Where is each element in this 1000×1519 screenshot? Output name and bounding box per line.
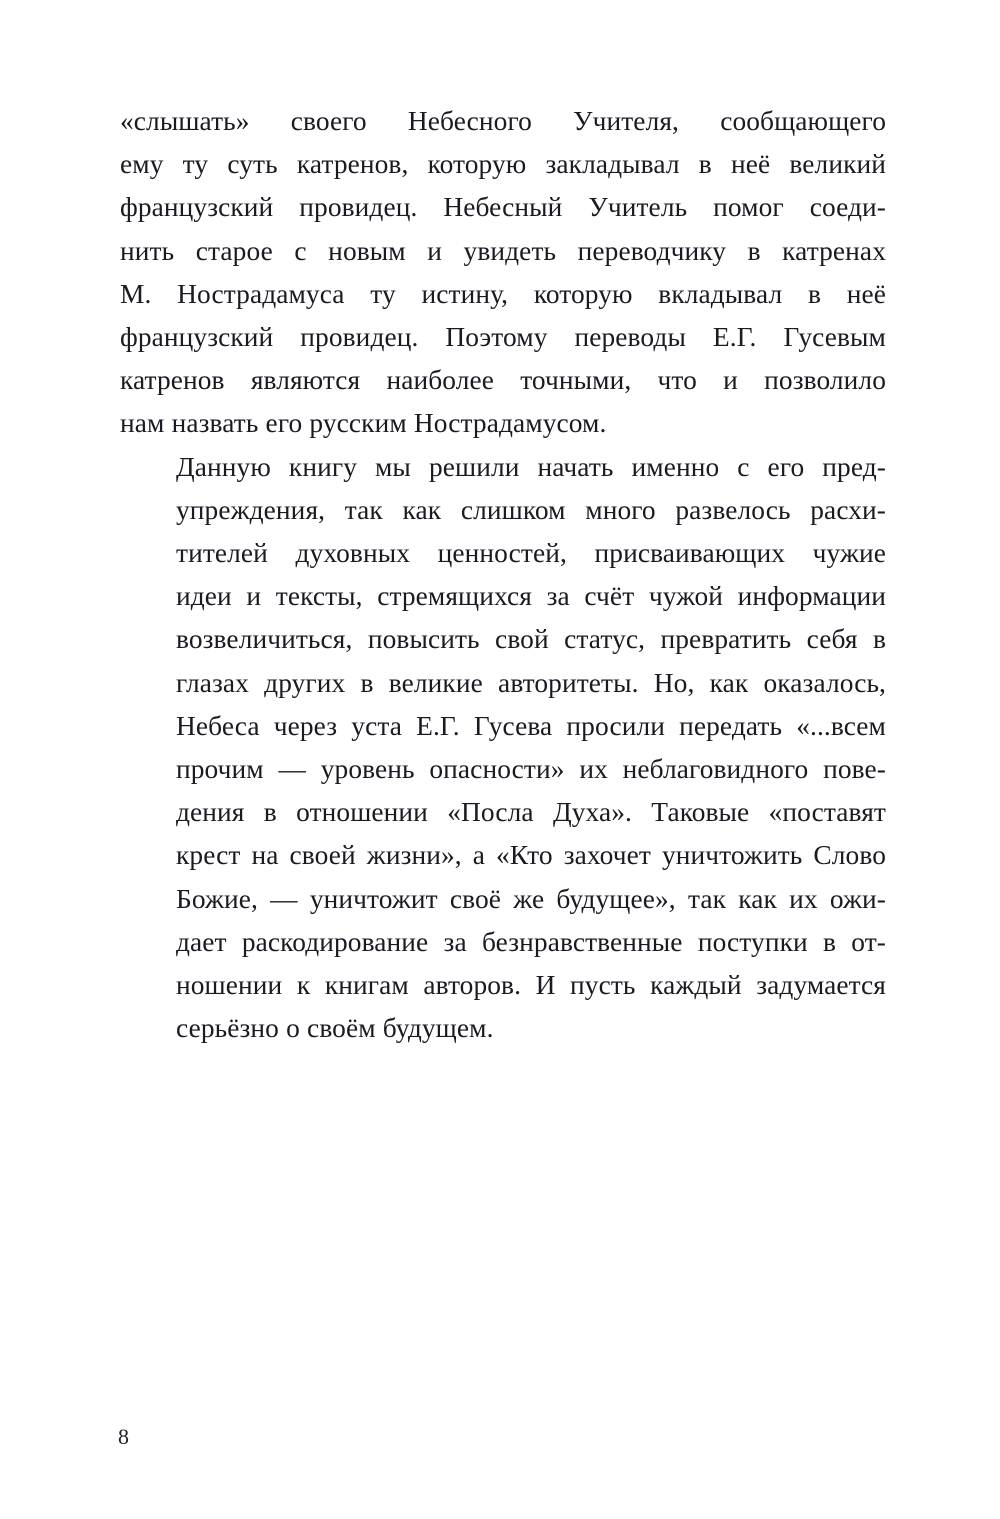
paragraph-2 <box>120 446 886 1051</box>
text-line: французский провидец. Небесный Учитель помог соеди- <box>120 192 886 223</box>
text-line: серьёзно о своём будущем. <box>176 1013 494 1044</box>
text-line: «слышать» своего Небесного Учителя, сообщающего <box>120 106 886 136</box>
text-line: крест на своей жизни», а «Кто захочет уничтожить Слово <box>176 840 886 871</box>
page-number: 8 <box>118 1424 129 1449</box>
text-line: дает раскодирование за безнравственные поступки в от- <box>176 926 886 957</box>
text-line: идеи и тексты, стремящихся за счёт чужой информации <box>176 581 886 612</box>
text-line: нить старое с новым и увидеть переводчику в катренах <box>120 235 886 266</box>
text-line: ему ту суть катренов, которую закладывал в неё великий <box>120 149 886 180</box>
text-line: дения в отношении «Посла Духа». Таковые «поставят <box>176 797 886 828</box>
text-line: Божие, — уничтожит своё же будущее», так как их ожи- <box>176 883 886 914</box>
text-line: упреждения, так как слишком много развелось расхи- <box>176 494 886 525</box>
text-line: Данную книгу мы решили начать именно с его пред- <box>176 451 886 482</box>
page-text-block <box>120 100 886 1050</box>
text-line: возвеличиться, повысить свой статус, превратить себя в <box>176 624 886 655</box>
text-line: французский провидец. Поэтому переводы Е.Г. Гусевым <box>120 322 886 353</box>
text-line: ношении к книгам авторов. И пусть каждый задумается <box>176 970 886 1001</box>
paragraph-1 <box>120 100 886 446</box>
text-line: тителей духовных ценностей, присваивающих чужие <box>176 538 886 569</box>
text-line: катренов являются наиболее точными, что и позволило <box>120 365 886 396</box>
text-line: нам назвать его русским Нострадамусом. <box>120 408 607 439</box>
text-line: М. Нострадамуса ту истину, которую вкладывал в неё <box>120 278 886 309</box>
text-line: прочим — уровень опасности» их неблаговидного пове- <box>176 754 886 785</box>
text-line: глазах других в великие авторитеты. Но, как оказалось, <box>176 667 886 698</box>
text-line: Небеса через уста Е.Г. Гусева просили передать «...всем <box>176 710 886 741</box>
